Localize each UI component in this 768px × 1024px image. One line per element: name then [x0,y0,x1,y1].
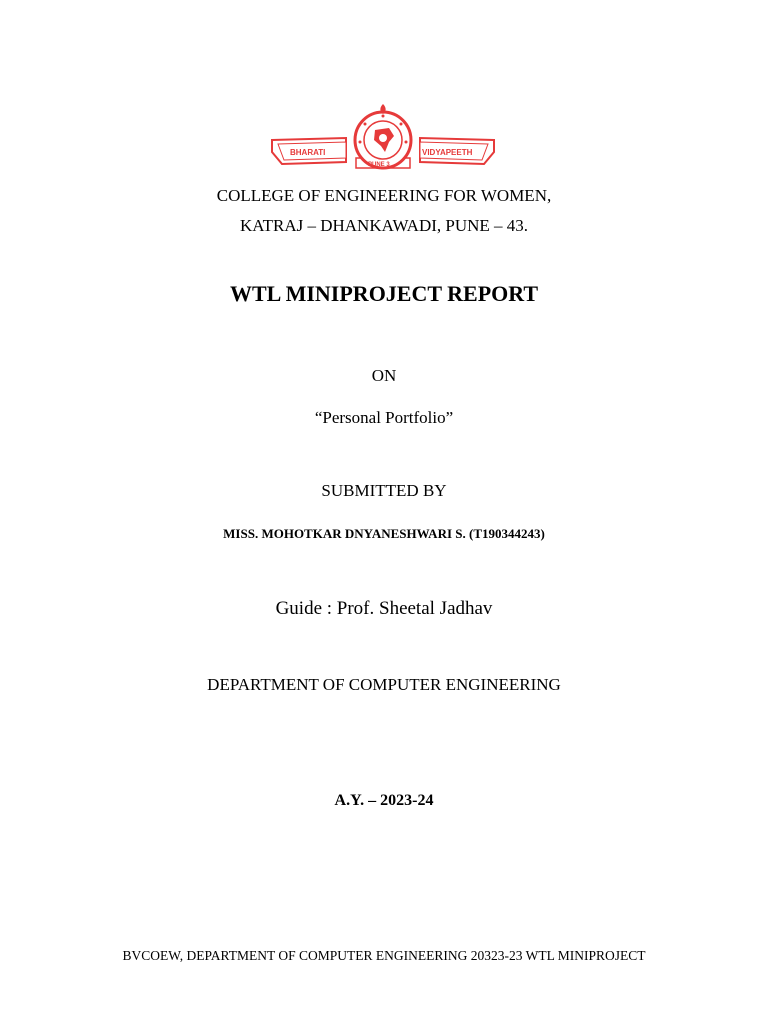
college-address: KATRAJ – DHANKAWADI, PUNE – 43. [239,216,529,235]
logo-right-text: VIDYAPEETH [422,148,473,157]
student-name: MISS. MOHOTKAR DNYANESHWARI S. (T190344243) [223,526,545,541]
academic-year: A.Y. – 2023-24 [334,792,434,809]
logo-bottom-text: PUNE 3 [368,162,390,168]
bharati-vidyapeeth-logo [268,102,498,182]
guide-name: Guide : Prof. Sheetal Jadhav [275,598,493,619]
project-name: “Personal Portfolio” [314,408,454,427]
department-name: DEPARTMENT OF COMPUTER ENGINEERING [207,675,561,694]
submitted-by-label: SUBMITTED BY [321,481,447,500]
page-footer: BVCOEW, DEPARTMENT OF COMPUTER ENGINEERING 20323-23 WTL MINIPROJECT [122,948,646,963]
logo-left-text: BHARATI [290,148,326,157]
college-name: COLLEGE OF ENGINEERING FOR WOMEN, [216,186,552,205]
report-title: WTL MINIPROJECT REPORT [229,281,539,306]
on-label: ON [371,366,397,385]
